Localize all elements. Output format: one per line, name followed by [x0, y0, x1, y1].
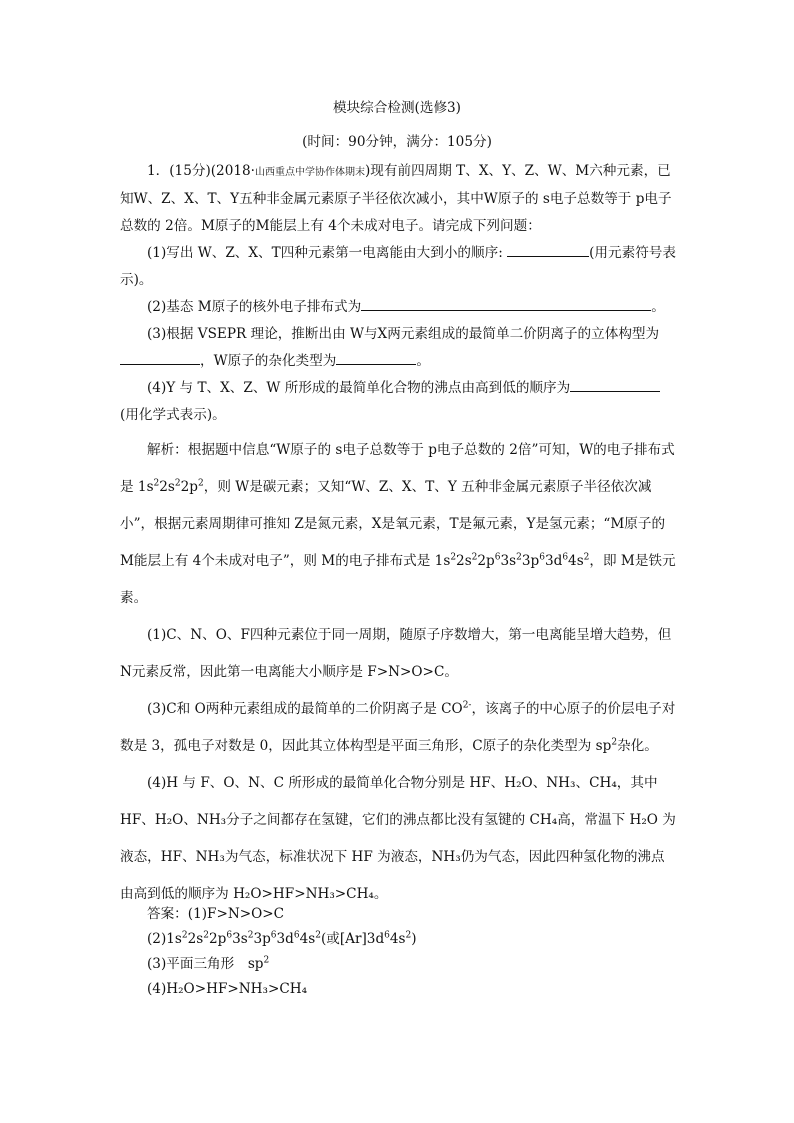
analysis-text: 杂化。: [617, 738, 658, 754]
answer-2: $(2)1s^22s^22p^63s^23p^63d^64s^2$(或$[Ar]3d^64s^2$): [147, 930, 417, 947]
analysis-text: ，即 M是铁元素。: [120, 553, 676, 606]
answer-blank: [336, 351, 416, 365]
answer-blank: [507, 243, 589, 257]
question-1-stem: [120, 158, 676, 240]
answer-1-text: (1)F>N>O>C: [187, 906, 285, 922]
answers-section: [120, 902, 676, 1002]
answer-2-text: (2)1s: [147, 931, 182, 947]
analysis-text: 解析：根据题中信息“W原子的 s电子总数等于 p电子总数的 2倍”可知，W的电子排布式是 1s: [120, 442, 675, 495]
sub-question-3-mid: ，W原子的杂化类型为: [200, 353, 337, 369]
analysis-text: ，则 W是碳元素；又知“W、Z、X、T、Y 五种非金属元素原子半径依次减小”，根据元素周期律可推知 Z是氮元素，X是氧元素，T是氟元素，Y是氢元素；“M原子的 M能层上有 4个未成对电子”，则 M的电子排布式是 1s: [120, 479, 666, 569]
analysis-paragraph-4: (4)H 与 F、O、N、C 所形成的最简单化合物分别是 HF、H₂O、NH₃、CH₄，其中 HF、H₂O、NH₃分子之间都存在氢键，它们的沸点都比没有氢键的 CH₄高，常温下 H₂O 为液态，HF、NH₃为气态，标准状况下 HF 为液态，NH₃仍为气态，因此四种氢化物的沸点由高到低的顺序为 H₂O>HF>NH₃>CH₄。: [120, 775, 676, 902]
analysis-section: [120, 432, 676, 913]
analysis-paragraph-1: 解析：根据题中信息“W原子的 s电子总数等于 p电子总数的 2倍”可知，W的电子排布式是 $1s^22s^22p^2$，则 W是碳元素；又知“W、Z、X、T、Y 五种非金属元素原子半径依次减小”，根据元素周期律可推知 Z是氮元素，X是氧元素，T是氟元素，Y是氢元素；“M原子的 M能层上有 4个未成对电子”，则 M的电子排布式是 $1s^22s^22p^63s^23p^63d^64s^2$，即 M是铁元素。: [120, 442, 676, 606]
sub-question-4-text: (4)Y 与 T、X、Z、W 所形成的最简单化合物的沸点由高到低的顺序为: [147, 380, 571, 396]
sub-question-1-tail: (用元素符号表示)。: [120, 245, 676, 288]
analysis-text: (3)C和 O两种元素组成的最简单的二价阴离子是 CO: [147, 701, 463, 717]
source-close: ): [364, 163, 371, 179]
question-stem-text: 现有前四周期 T、X、Y、Z、W、M六种元素，已知W、Z、X、T、Y五种非金属元素原子半径依次减小，其中W原子的 s电子总数等于 p电子总数的 2倍。M原子的M能层上有 4个未成对电子。请完成下列问题：: [120, 163, 672, 234]
answers-label: 答案：: [147, 906, 188, 922]
sub-question-2-tail: 。: [651, 299, 665, 315]
sub-question-3-tail: 。: [416, 353, 430, 369]
answer-1: [120, 902, 676, 927]
sub-question-2: [120, 294, 676, 321]
sub-question-1: [120, 240, 676, 294]
sub-question-1-text: (1)写出 W、Z、X、T四种元素第一电离能由大到小的顺序:: [147, 245, 503, 261]
page-title: 模块综合检测(选修3): [332, 100, 461, 116]
source-open: (2018·: [210, 163, 255, 179]
sub-question-2-text: (2)基态 M原子的核外电子排布式为: [147, 299, 362, 315]
analysis-paragraph-2: (1)C、N、O、F四种元素位于同一周期，随原子序数增大，第一电离能呈增大趋势，但 N元素反常，因此第一电离能大小顺序是 F>N>O>C。: [120, 627, 672, 680]
answer-blank: [120, 351, 200, 365]
page-subtitle: (时间：90分钟，满分：105分): [302, 134, 492, 150]
question-source: 山西重点中学协作体期末: [254, 167, 365, 178]
question-number: 1．: [147, 163, 170, 179]
sub-question-3: [120, 321, 676, 375]
sub-question-4-tail: (用化学式表示)。: [120, 407, 226, 423]
question-score: (15分): [169, 163, 211, 179]
ion-charge: 2-: [462, 700, 472, 711]
answer-3: (3)平面三角形 $sp^2$: [147, 955, 270, 972]
answer-blank: [361, 297, 651, 311]
analysis-text: ，该离子的中心原子的价层电子对数是 3，孤电子对数是 0，因此其立体构型是平面三角形，C原子的杂化类型为 sp: [120, 701, 676, 754]
answer-2-close: ): [411, 931, 417, 947]
question-1: [120, 158, 676, 429]
answer-blank: [570, 378, 660, 392]
sub-question-3-text: (3)根据 VSEPR 理论，推断出由 W与X两元素组成的最简单二价阴离子的立体构型为: [147, 326, 660, 342]
answer-4: (4)H₂O>HF>NH₃>CH₄: [147, 981, 308, 997]
answer-3-text: (3)平面三角形 sp: [147, 956, 264, 972]
analysis-paragraph-3: (3)C和 O两种元素组成的最简单的二价阴离子是 $CO^{2-}$，该离子的中心原子的价层电子对数是 3，孤电子对数是 0，因此其立体构型是平面三角形，C原子的杂化类型为 $sp^2$杂化。: [120, 700, 676, 754]
sub-question-4: [120, 375, 676, 429]
answer-2-alt: (或[Ar]3d: [320, 931, 385, 947]
